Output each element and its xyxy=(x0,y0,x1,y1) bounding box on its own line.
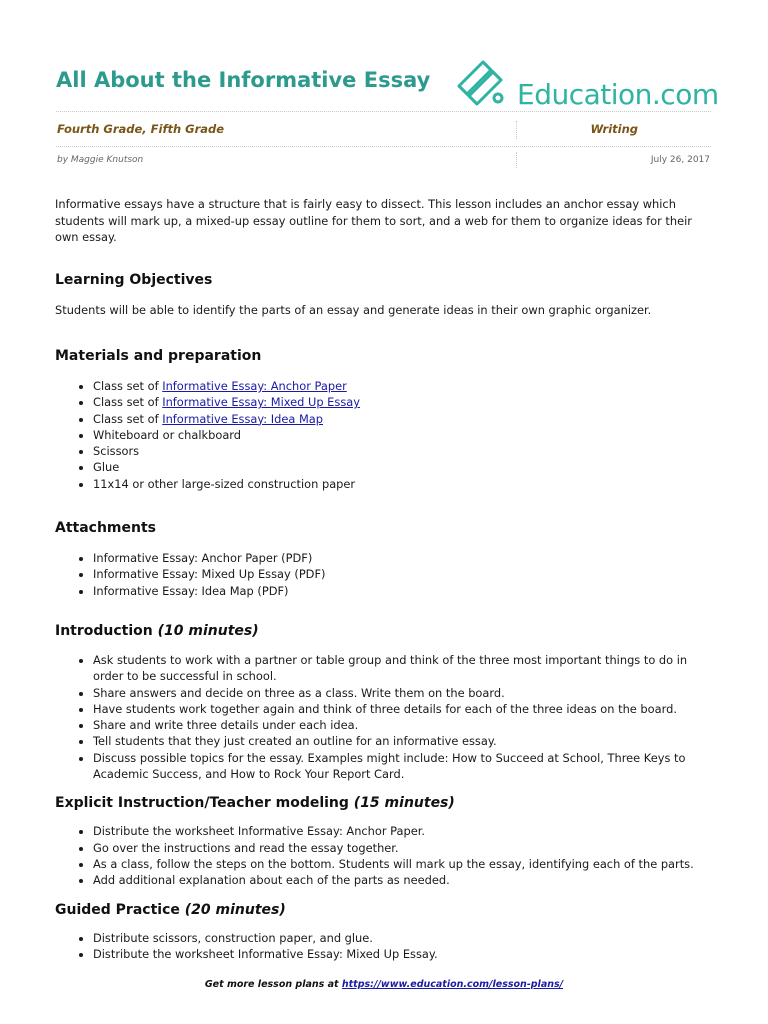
guided-practice-heading: Guided Practice (20 minutes) xyxy=(55,901,286,918)
intro-paragraph: Informative essays have a structure that is fairly easy to dissect. This lesson includes an anchor essay which students will mark up, a mixed-up essay outline for them to sort, and a web for them to organize ideas for their own essay. xyxy=(55,197,692,244)
introduction-list xyxy=(55,652,715,782)
list-item: • Ask students to work with a partner or table group and think of the three most important things to do in order to be successful in school. xyxy=(93,652,715,685)
logo-icon xyxy=(455,56,513,112)
list-item: • Glue xyxy=(93,459,715,475)
list-item: • Go over the instructions and read the essay together. xyxy=(93,840,715,856)
author-byline: by Maggie Knutson xyxy=(57,155,144,165)
materials-list xyxy=(55,378,715,492)
meta-divider-line xyxy=(56,146,711,147)
list-item: • Add additional explanation about each of the parts as needed. xyxy=(93,872,715,888)
list-item: • Whiteboard or chalkboard xyxy=(93,427,715,443)
list-item: • As a class, follow the steps on the bottom. Students will mark up the essay, identifying each of the parts. xyxy=(93,856,715,872)
list-item: • Class set of Informative Essay: Anchor Paper xyxy=(93,378,715,394)
mixed-up-essay-link[interactable]: Informative Essay: Mixed Up Essay xyxy=(162,395,360,410)
objectives-text: Students will be able to identify the parts of an essay and generate ideas in their own graphic organizer. xyxy=(55,302,652,317)
attachment-item: • Informative Essay: Idea Map (PDF) xyxy=(93,583,715,599)
lesson-plans-link[interactable]: https://www.education.com/lesson-plans/ xyxy=(341,979,564,990)
introduction-time: (10 minutes) xyxy=(157,622,259,639)
list-item: • Share and write three details under each idea. xyxy=(93,717,715,733)
footer-text: Get more lesson plans at xyxy=(204,979,342,990)
list-item: • Share answers and decide on three as a class. Write them on the board. xyxy=(93,685,715,701)
list-item: • Have students work together again and think of three details for each of the three ideas on the board. xyxy=(93,701,715,717)
list-item: • Class set of Informative Essay: Mixed Up Essay xyxy=(93,394,715,410)
list-item: • Discuss possible topics for the essay. Examples might include: How to Succeed at School, Three Keys to Academic Success, and How to Rock Your Report Card. xyxy=(93,750,715,783)
grade-levels: Fourth Grade, Fifth Grade xyxy=(57,122,225,136)
attachments-heading: Attachments xyxy=(55,520,157,537)
header-divider xyxy=(56,111,711,112)
attachments-list xyxy=(55,550,715,599)
objectives-heading: Learning Objectives xyxy=(55,271,213,288)
list-item: • Distribute scissors, construction paper, and glue. xyxy=(93,930,715,946)
attachment-item: • Informative Essay: Mixed Up Essay (PDF) xyxy=(93,566,715,582)
list-item: • Tell students that they just created an outline for an informative essay. xyxy=(93,733,715,749)
introduction-heading: Introduction (10 minutes) xyxy=(55,622,259,639)
list-item: • Scissors xyxy=(93,443,715,459)
education-com-logo[interactable] xyxy=(455,56,719,112)
publish-date: July 26, 2017 xyxy=(650,155,710,165)
explicit-instruction-list xyxy=(55,823,715,888)
meta-divider xyxy=(516,121,517,139)
byline-divider xyxy=(516,152,517,168)
list-item: • Class set of Informative Essay: Idea Map xyxy=(93,411,715,427)
attachment-item: • Informative Essay: Anchor Paper (PDF) xyxy=(93,550,715,566)
explicit-instruction-heading: Explicit Instruction/Teacher modeling (15 minutes) xyxy=(55,795,455,812)
footer xyxy=(0,979,768,990)
anchor-paper-link[interactable]: Informative Essay: Anchor Paper xyxy=(162,379,347,393)
lesson-content xyxy=(55,196,715,962)
subject: Writing xyxy=(590,122,638,136)
list-item: • Distribute the worksheet Informative Essay: Mixed Up Essay. xyxy=(93,946,715,962)
idea-map-link[interactable]: Informative Essay: Idea Map xyxy=(162,411,323,426)
logo-text: Education.com xyxy=(517,78,719,111)
page-title: All About the Informative Essay xyxy=(56,68,431,92)
explicit-instruction-time: (15 minutes) xyxy=(353,795,455,812)
guided-practice-time: (20 minutes) xyxy=(184,901,286,918)
materials-heading: Materials and preparation xyxy=(55,348,262,364)
list-item: • 11x14 or other large-sized construction paper xyxy=(93,476,715,492)
guided-practice-list xyxy=(55,930,715,963)
list-item: • Distribute the worksheet Informative Essay: Anchor Paper. xyxy=(93,823,715,839)
